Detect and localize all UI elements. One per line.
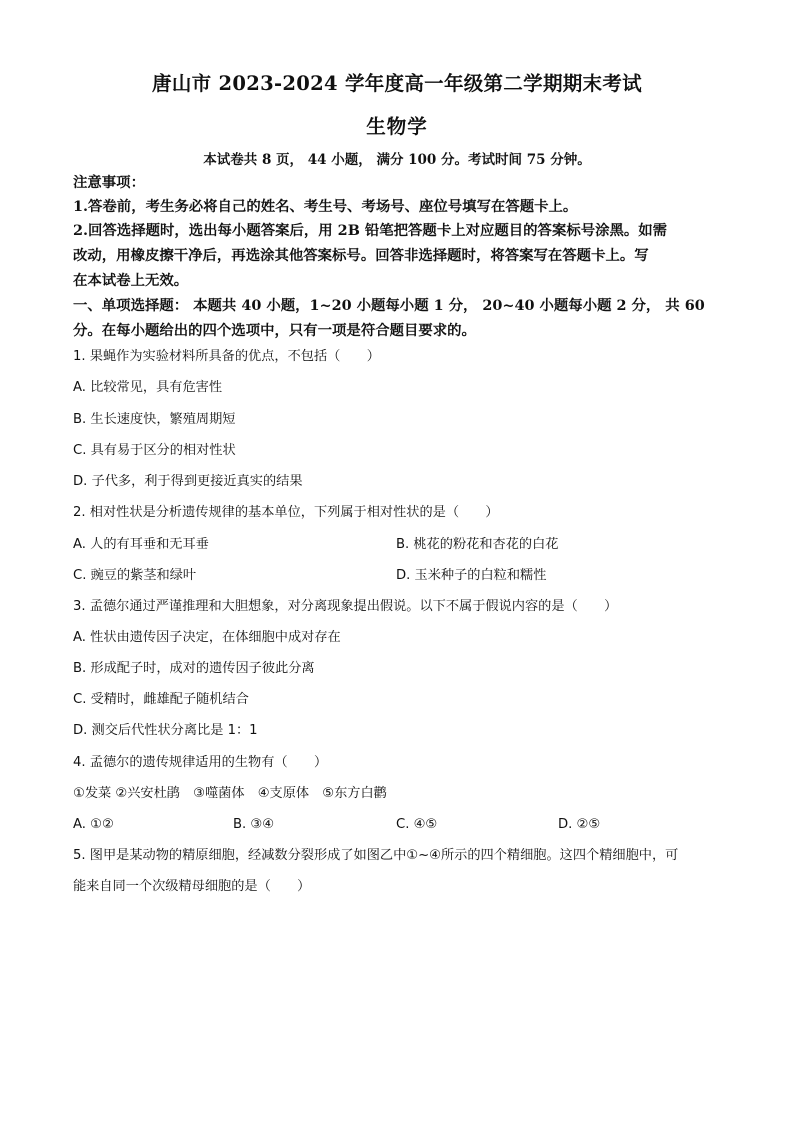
q1-option-d: D. 子代多，利于得到更接近真实的结果 [73,474,303,489]
q4-option-b: B. ③④ [233,817,275,832]
exam-title: 唐山市 2023-2024 学年度高一年级第二学期期末考试 [152,72,642,95]
notes-heading: 注意事项： [73,174,145,191]
q2-option-a: A. 人的有耳垂和无耳垂 [73,537,209,552]
q1-option-a: A. 比较常见，具有危害性 [73,380,223,395]
q2-option-b: B. 桃花的粉花和杏花的白花 [396,537,559,552]
q5-stem-line-2: 能来自同一个次级精母细胞的是（ ） [73,879,311,894]
q4-option-a: A. ①② [73,817,114,832]
q1-stem: 1. 果蝇作为实验材料所具备的优点，不包括（ ） [73,349,380,364]
q2-option-d: D. 玉米种子的白粒和糯性 [396,568,547,583]
notes-item-2-line-1: 2.回答选择题时，选出每小题答案后，用 2B 铅笔把答题卡上对应题目的答案标号涂黑。如需 [73,222,668,239]
q3-option-d: D. 测交后代性状分离比是 1：1 [73,723,258,738]
q3-option-a: A. 性状由遗传因子决定，在体细胞中成对存在 [73,630,341,645]
q3-option-b: B. 形成配子时，成对的遗传因子彼此分离 [73,661,315,676]
q2-stem: 2. 相对性状是分析遗传规律的基本单位，下列属于相对性状的是（ ） [73,505,499,520]
q4-option-d: D. ②⑤ [558,817,601,832]
q4-items: ①发菜 ②兴安杜鹃 ③噬菌体 ④支原体 ⑤东方白鹳 [73,786,387,801]
q4-option-c: C. ④⑤ [396,817,438,832]
q3-stem: 3. 孟德尔通过严谨推理和大胆想象，对分离现象提出假说。以下不属于假说内容的是（ ） [73,599,618,614]
section-1-line-1: 一、单项选择题： 本题共 40 小题，1~20 小题每小题 1 分， 20~40 小题每小题 2 分， 共 60 [73,297,705,314]
exam-info: 本试卷共 8 页， 44 小题， 满分 100 分。考试时间 75 分钟。 [203,152,591,168]
subject-title: 生物学 [366,115,428,138]
notes-item-1: 1.答卷前，考生务必将自己的姓名、考生号、考场号、座位号填写在答题卡上。 [73,198,578,215]
notes-item-2-line-2: 改动，用橡皮擦干净后，再选涂其他答案标号。回答非选择题时，将答案写在答题卡上。写 [73,247,649,264]
q3-option-c: C. 受精时，雌雄配子随机结合 [73,692,249,707]
section-1-line-2: 分。在每小题给出的四个选项中，只有一项是符合题目要求的。 [73,322,476,339]
q1-option-b: B. 生长速度快，繁殖周期短 [73,412,236,427]
notes-item-2-line-3: 在本试卷上无效。 [73,272,189,289]
q1-option-c: C. 具有易于区分的相对性状 [73,443,236,458]
q5-stem-line-1: 5. 图甲是某动物的精原细胞，经减数分裂形成了如图乙中①~④所示的四个精细胞。这四个精细胞中，可 [73,848,679,863]
q2-option-c: C. 豌豆的紫茎和绿叶 [73,568,197,583]
q4-stem: 4. 孟德尔的遗传规律适用的生物有（ ） [73,755,328,770]
